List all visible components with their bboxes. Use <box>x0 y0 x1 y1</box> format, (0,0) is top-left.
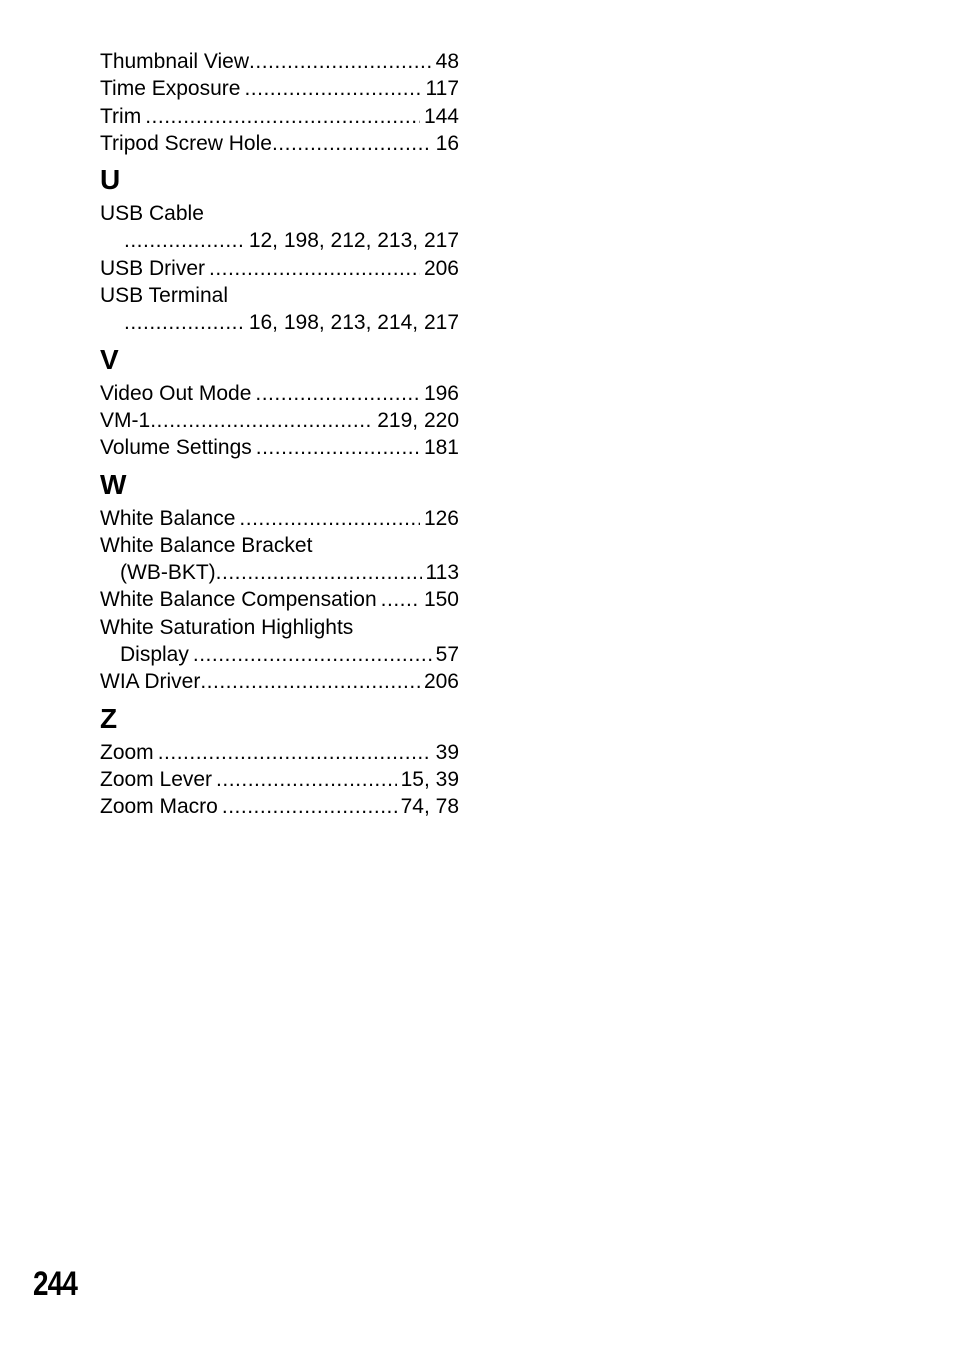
entry-term: VM-1 <box>100 408 151 432</box>
entry-term: White Saturation Highlights <box>100 615 354 639</box>
entry-pages: 219, 220 <box>377 408 459 432</box>
entry-pages: 39 <box>435 740 459 764</box>
index-entry <box>100 668 459 695</box>
index-entry <box>100 739 459 766</box>
entry-term: Time Exposure <box>100 77 241 101</box>
entry-pages: 16 <box>435 131 459 155</box>
index-section-v <box>100 342 459 462</box>
index-section-u <box>100 162 459 336</box>
dot-leader <box>200 668 420 695</box>
entry-term-continuation: (WB-BKT) <box>120 561 216 585</box>
dot-leader <box>255 380 420 407</box>
index-section-w <box>100 467 459 696</box>
entry-term: USB Terminal <box>100 284 228 308</box>
entry-pages: 57 <box>435 643 459 667</box>
section-letter: V <box>100 343 119 375</box>
entry-pages: 117 <box>425 77 459 101</box>
index-section-z <box>100 701 459 821</box>
page-number: 244 <box>33 1265 78 1303</box>
index-entry <box>100 793 459 820</box>
entry-pages: 150 <box>423 588 459 612</box>
entry-pages: 16, 198, 213, 214, 217 <box>248 311 459 335</box>
entry-pages: 144 <box>423 104 459 128</box>
dot-leader <box>272 130 432 157</box>
entry-term: USB Driver <box>100 256 206 280</box>
dot-leader <box>124 309 245 336</box>
entry-term: White Balance <box>100 506 236 530</box>
entry-term: Volume Settings <box>100 436 252 460</box>
dot-leader <box>249 48 432 75</box>
index-entry <box>100 614 459 669</box>
index-entry <box>100 380 459 407</box>
entry-term: Tripod Screw Hole <box>100 131 272 155</box>
dot-leader <box>244 75 421 102</box>
dot-leader <box>145 103 420 130</box>
dot-leader <box>256 434 420 461</box>
entry-pages: 206 <box>423 670 459 694</box>
entry-term: Thumbnail View <box>100 50 250 73</box>
entry-term: Zoom Lever <box>100 767 213 791</box>
dot-leader <box>216 559 422 586</box>
entry-term: Zoom <box>100 740 154 764</box>
index-entry <box>100 407 459 434</box>
index-entry <box>100 130 459 157</box>
index-entry <box>100 505 459 532</box>
index-entry <box>100 282 459 337</box>
entry-pages: 15, 39 <box>400 767 459 791</box>
entry-pages: 113 <box>425 561 459 585</box>
index-entry <box>100 532 459 587</box>
dot-leader <box>158 739 432 766</box>
section-letter: Z <box>100 702 118 734</box>
entry-pages: 126 <box>423 506 459 530</box>
entry-term: Video Out Mode <box>100 381 252 405</box>
index-entry <box>100 200 459 255</box>
index-entry <box>100 255 459 282</box>
entry-pages: 12, 198, 212, 213, 217 <box>248 229 459 253</box>
entry-pages: 74, 78 <box>400 795 459 819</box>
entry-term: White Balance Bracket <box>100 533 313 557</box>
section-letter: W <box>100 468 127 500</box>
entry-pages: 196 <box>423 381 459 405</box>
entry-pages: 181 <box>423 436 459 460</box>
section-letter: U <box>100 164 121 196</box>
index-column <box>100 48 459 821</box>
index-entry <box>100 434 459 461</box>
entry-pages: 48 <box>435 50 459 73</box>
dot-leader <box>222 793 397 820</box>
dot-leader <box>209 255 420 282</box>
index-entry <box>100 586 459 613</box>
index-entry <box>100 103 459 130</box>
entry-term: Trim <box>100 104 142 128</box>
entry-term: Zoom Macro <box>100 795 218 819</box>
dot-leader <box>150 407 373 434</box>
index-entry <box>100 766 459 793</box>
dot-leader <box>381 586 420 613</box>
entry-pages: 206 <box>423 256 459 280</box>
entry-term: WIA Driver <box>100 670 201 694</box>
index-entry <box>100 48 459 75</box>
dot-leader <box>216 766 397 793</box>
entry-term-continuation: Display <box>120 643 189 667</box>
dot-leader <box>239 505 420 532</box>
dot-leader <box>193 641 432 668</box>
entry-term: White Balance Compensation <box>100 588 377 612</box>
index-entry <box>100 75 459 102</box>
entry-term: USB Cable <box>100 202 204 226</box>
index-section-t <box>100 48 459 157</box>
dot-leader <box>124 227 245 254</box>
